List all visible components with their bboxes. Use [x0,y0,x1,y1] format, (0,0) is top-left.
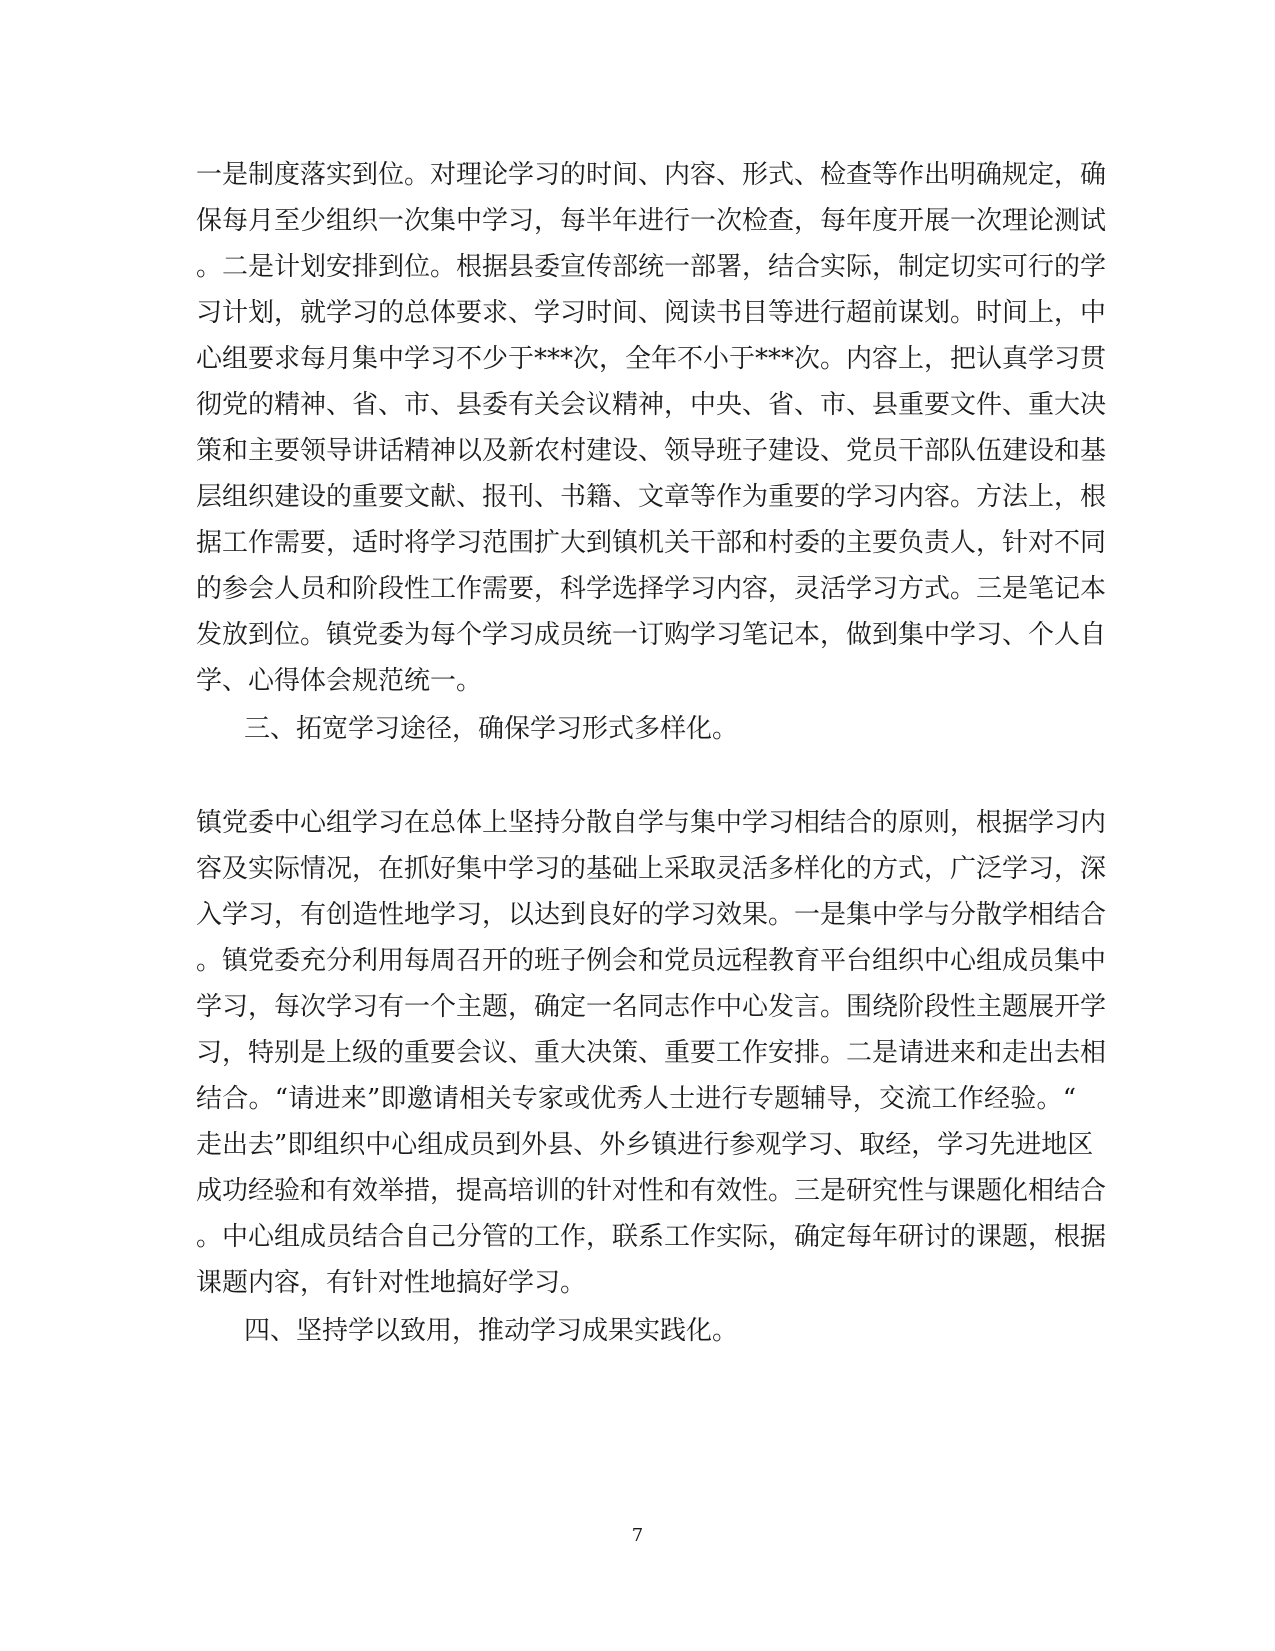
paragraph-2-line: 镇党委中心组学习在总体上坚持分散自学与集中学习相结合的原则，根据学习内 [196,808,1107,838]
paragraph-1-line: 习计划，就学习的总体要求、学习时间、阅读书目等进行超前谋划。时间上，中 [196,298,1107,328]
paragraph-2-line: 容及实际情况，在抓好集中学习的基础上采取灵活多样化的方式，广泛学习，深 [196,854,1107,884]
paragraph-2-line: 。镇党委充分利用每周召开的班子例会和党员远程教育平台组织中心组成员集中 [196,946,1107,976]
paragraph-2-line: 成功经验和有效举措，提高培训的针对性和有效性。三是研究性与课题化相结合 [196,1176,1107,1206]
paragraph-2-line: 入学习，有创造性地学习，以达到良好的学习效果。一是集中学与分散学相结合 [196,900,1107,930]
section-heading-4: 四、坚持学以致用，推动学习成果实践化。 [244,1316,739,1346]
paragraph-2-line: 走出去”即组织中心组成员到外县、外乡镇进行参观学习、取经，学习先进地区 [196,1130,1094,1160]
paragraph-2-line: 习，特别是上级的重要会议、重大决策、重要工作安排。二是请进来和走出去相 [196,1038,1107,1068]
paragraph-1-line: 据工作需要，适时将学习范围扩大到镇机关干部和村委的主要负责人，针对不同 [196,528,1107,558]
page-number: 7 [631,1525,644,1546]
paragraph-2-line: 。中心组成员结合自己分管的工作，联系工作实际，确定每年研讨的课题，根据 [196,1222,1107,1252]
paragraph-1-line: 策和主要领导讲话精神以及新农村建设、领导班子建设、党员干部队伍建设和基 [196,436,1107,466]
paragraph-1-line: 保每月至少组织一次集中学习，每半年进行一次检查，每年度开展一次理论测试 [196,206,1107,236]
paragraph-1-line: 彻党的精神、省、市、县委有关会议精神，中央、省、市、县重要文件、重大决 [196,390,1107,420]
paragraph-1-line: 的参会人员和阶段性工作需要，科学选择学习内容，灵活学习方式。三是笔记本 [196,574,1107,604]
paragraph-2-line: 结合。“请进来”即邀请相关专家或优秀人士进行专题辅导，交流工作经验。“ [196,1084,1076,1114]
paragraph-2-line: 学习，每次学习有一个主题，确定一名同志作中心发言。围绕阶段性主题展开学 [196,992,1107,1022]
paragraph-2-line: 课题内容，有针对性地搞好学习。 [196,1268,587,1298]
paragraph-1-line: 。二是计划安排到位。根据县委宣传部统一部署，结合实际，制定切实可行的学 [196,252,1107,282]
paragraph-1-line: 一是制度落实到位。对理论学习的时间、内容、形式、检查等作出明确规定，确 [196,160,1107,190]
paragraph-1-line: 层组织建设的重要文献、报刊、书籍、文章等作为重要的学习内容。方法上，根 [196,482,1107,512]
section-heading-3: 三、拓宽学习途径，确保学习形式多样化。 [244,714,739,744]
paragraph-1-line: 发放到位。镇党委为每个学习成员统一订购学习笔记本，做到集中学习、个人自 [196,620,1107,650]
paragraph-1-line: 心组要求每月集中学习不少于***次，全年不小于***次。内容上，把认真学习贯 [196,344,1107,374]
paragraph-1-line: 学、心得体会规范统一。 [196,666,483,696]
